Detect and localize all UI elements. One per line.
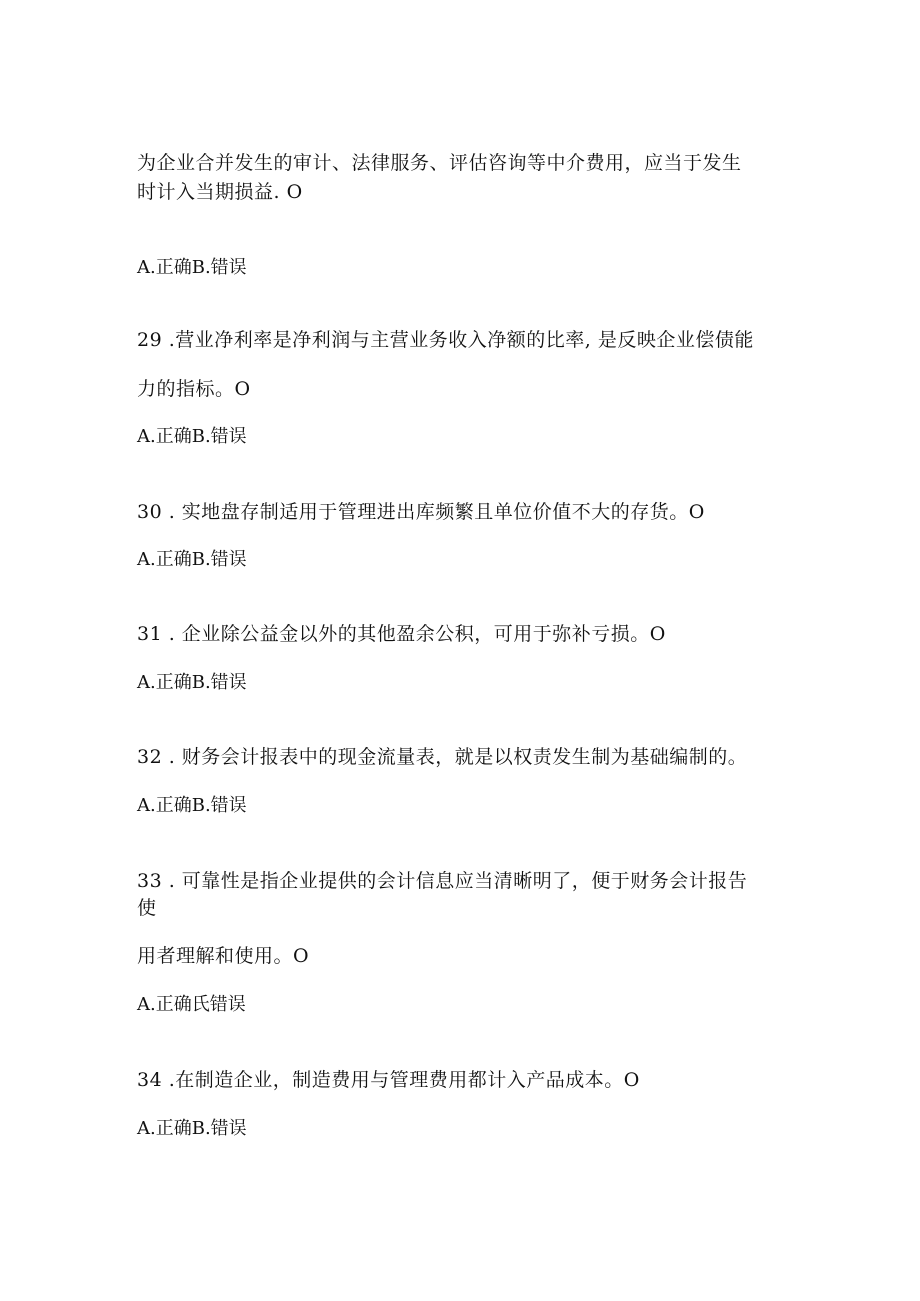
question-32-options: A.正确B.错误 [137, 795, 247, 816]
question-29-text-line-2: 力的指标。O [137, 378, 251, 400]
question-34-options: A.正确B.错误 [137, 1118, 247, 1139]
question-34-text: 34 .在制造企业，制造费用与管理费用都计入产品成本。O [137, 1069, 640, 1091]
question-30-text: 30 . 实地盘存制适用于管理进出库频繁且单位价值不大的存货。O [137, 501, 705, 523]
question-31-text: 31 . 企业除公益金以外的其他盈余公积，可用于弥补亏损。O [137, 623, 666, 645]
question-33-options: A.正确氏错误 [137, 994, 246, 1015]
intro-text-line-2: 时计入当期损益. O [137, 181, 303, 203]
question-29-text-line-1: 29 .营业净利率是净利润与主营业务收入净额的比率, 是反映企业偿债能 [137, 329, 754, 351]
question-33-text-line-2: 用者理解和使用。O [137, 945, 310, 967]
intro-text-line-1: 为企业合并发生的审计、法律服务、评估咨询等中介费用，应当于发生 [137, 152, 742, 174]
question-31-options: A.正确B.错误 [137, 672, 247, 693]
question-32-text: 32 . 财务会计报表中的现金流量表，就是以权责发生制为基础编制的。 [137, 746, 748, 768]
question-33-text-line-1-wrap: 使 [137, 897, 157, 919]
question-29-options: A.正确B.错误 [137, 426, 247, 447]
question-30-options: A.正确B.错误 [137, 549, 247, 570]
intro-options: A.正确B.错误 [137, 257, 247, 278]
question-33-text-line-1: 33 . 可靠性是指企业提供的会计信息应当清晰明了，便于财务会计报告 [137, 870, 748, 892]
